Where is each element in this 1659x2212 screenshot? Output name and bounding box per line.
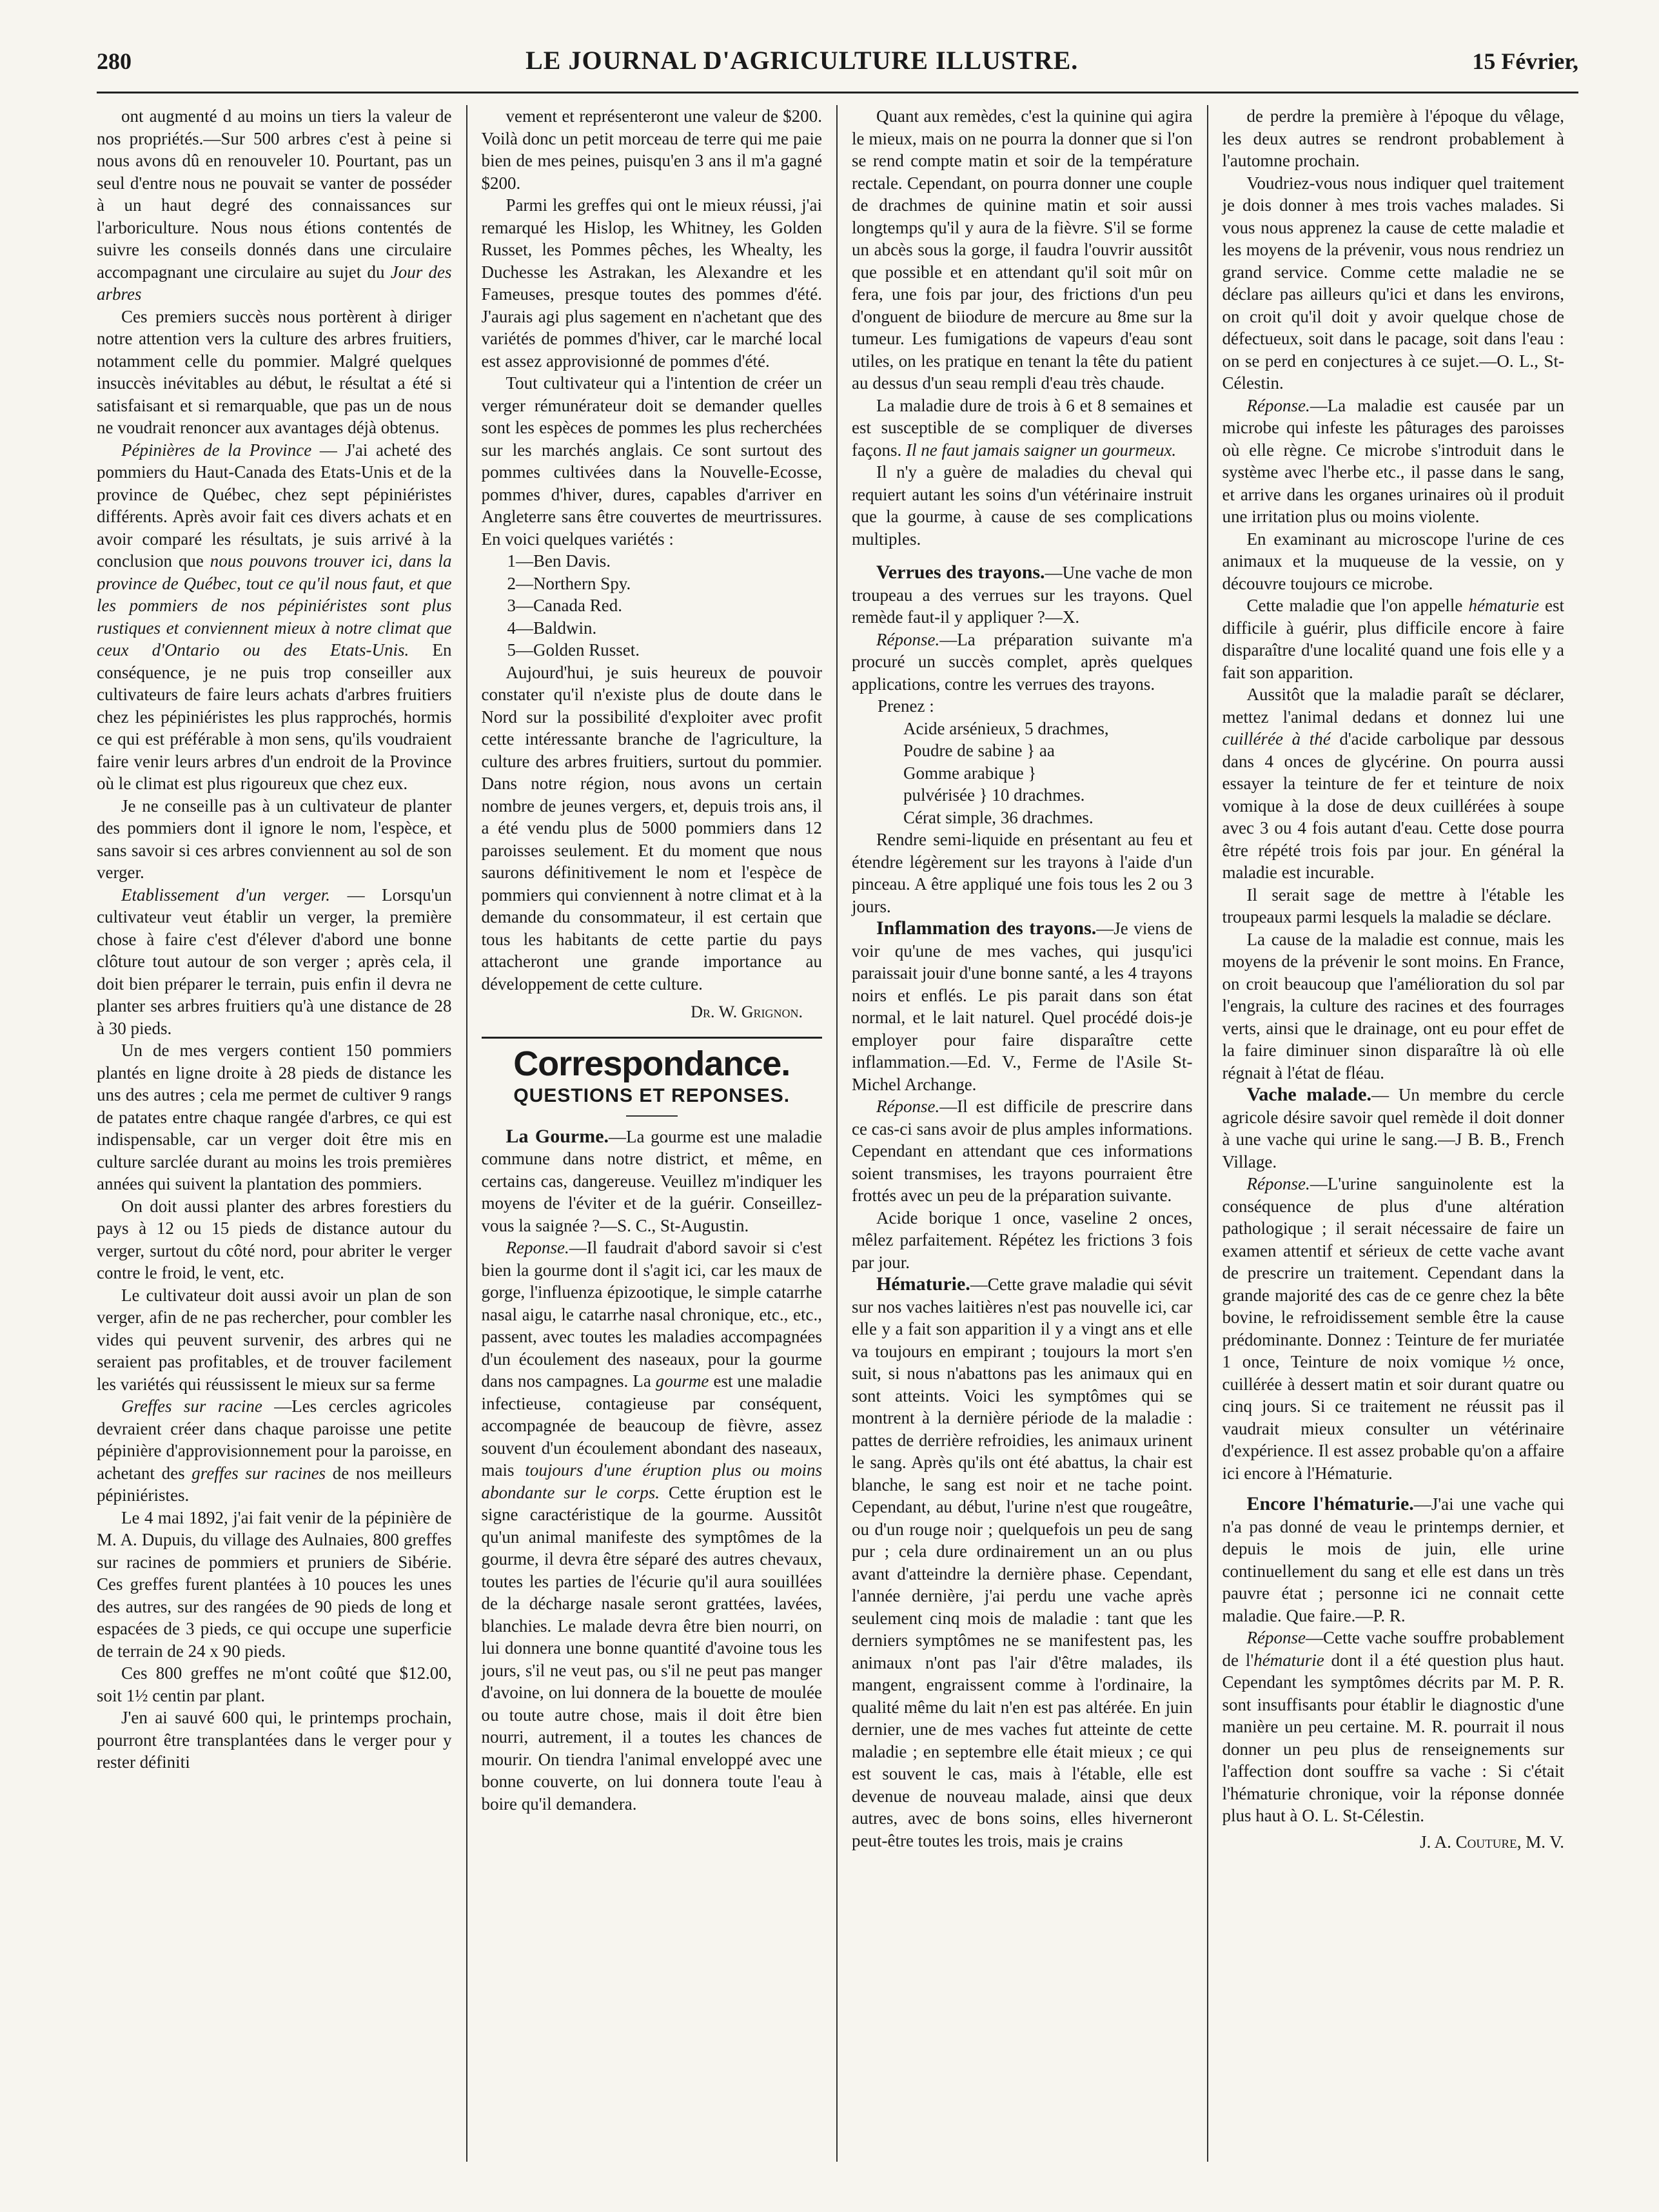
recipe-line: pulvérisée } 10 drachmes. <box>903 785 1085 805</box>
paragraph: Aussitôt que la maladie paraît se déclarer, mettez l'animal dedans et donnez lui une cuillérée à thé d'acide carbolique par dessous dans 4 onces de glycérine. On pourra aussi essayer la teinture de fer et teinture de noix vomique à la dose de deux cuillérées à soupe avec 3 ou 4 fois autant d'eau. Cette dose pourra être répété trois fois par jour. En général la maladie est incurable. <box>1222 685 1565 882</box>
paragraph: Pépinières de la Province — J'ai acheté des pommiers du Haut-Canada des Etats-Unis et de la province de Québec, chez sept pépiniéristes différents. Après avoir fait ces divers achats et en avoir comparé les résultats, je suis arrivé à la conclusion que nous pouvons trouver ici, dans la province de Québec, tout ce qu'il nous faut, et que les pommiers de nos pépiniéristes sont plus rustiques et conviennent mieux à notre climat que ceux d'Ontario ou des Etats-Unis. En conséquence, je ne puis trop conseiller aux cultivateurs de faire leurs achats d'arbres fruitiers chez les pépiniéristes les plus rapprochés, hormis ce qui est préférable à mon sens, qu'ils voudraient faire venir leurs arbres d'un endroit de la Province où le climat est plus rigoureux que chez eux. <box>97 440 452 793</box>
answer: Reponse.—Il faudrait d'abord savoir si c'est bien la gourme dont il s'agit ici, car les maux de gorge, l'influenza épizootique, le simple catarrhe nasal aigu, le catarrhe nasal chronique, etc., etc., passent, avec toutes les maladies accompagnées d'un écoulement des naseaux, pour la gourme dans nos campagnes. La gourme est une maladie infectieuse, contagieuse par conséquent, accompagnée de beaucoup de fièvre, assez souvent d'un écoulement abondant des naseaux, mais toujours d'une éruption plus ou moins abondante sur le corps. Cette éruption est le signe caractéristique de la gourme. Aussitôt qu'un animal manifeste des symptômes de la gourme, il devra être séparé des autres chevaux, toutes les parties de l'écurie qu'il aura souillées de la décharge nasale seront grattées, lavées, blanchies. Le malade devra être bien nourri, on lui donnera une bonne quantité d'avoine tous les jours, s'il ne veut pas, ou s'il ne peut pas manger d'avoine, on lui donnera de la bouette de moulée ou toute autre chose, mais il doit être bien nourri, autrement, il a toutes les chances de mourir. On tiendra l'animal enveloppé avec une bonne couverte, on lui donnera toute l'eau à boire qu'il demandera. <box>481 1238 823 1814</box>
paragraph: Rendre semi-liquide en présentant au feu et étendre légèrement sur les trayons à l'aide d'un pinceau. A être appliqué une fois tous les 2 ou 3 jours. <box>852 830 1193 916</box>
section-divider <box>482 1037 823 1039</box>
column-4 <box>1208 105 1579 2162</box>
answer: Réponse.—Il est difficile de prescrire dans ce cas-ci sans avoir de plus amples informations. Cependant en attendant que ces informations soient transmises, les trayons pourraient être frottés avec un peu de la préparation suivante. <box>852 1097 1193 1205</box>
paragraph: Etablissement d'un verger. — Lorsqu'un cultivateur veut établir un verger, la première chose à faire c'est d'élever d'abord une bonne clôture tout autour de son verger ; après cela, il doit bien préparer le terrain, puis enfin il devra ne planter ses arbres fruitiers qu'à une distance de 28 à 30 pieds. <box>97 885 452 1038</box>
answer: Réponse.—L'urine sanguinolente est la conséquence de plus d'une altération pathologique ; il serait nécessaire de faire un examen attentif et sérieux de cette vache avant de prescrire un traitement. Cependant dans la grande majorité des cas de ce genre chez la bête bovine, le refroidissement semble être la cause prédominante. Donnez : Teinture de fer muriatée 1 once, Teinture de noix vomique ½ once, cuillérée à dessert matin et soir durant quatre ou cinq jours. Si ce traitement ne réussit pas il vaudrait mieux consulter un vétérinaire d'expérience. Il est assez probable qu'on a affaire ici encore à l'Hématurie. <box>1222 1174 1564 1483</box>
variety-list <box>482 550 823 661</box>
paragraph: On doit aussi planter des arbres forestiers du pays à 12 ou 15 pieds de distance autour du verger, surtout du côté nord, pour abriter le verger contre le froid, le vent, etc. <box>97 1196 452 1282</box>
paragraph: de perdre la première à l'époque du vêlage, les deux autres se rendront probablement à l'automne prochain. <box>1222 106 1564 170</box>
paragraph: Un de mes vergers contient 150 pommiers plantés en ligne droite à 28 pieds de distance les uns des autres ; cela me permet de cultiver 9 rangs de patates entre chaque rangée d'arbres, ce qui est indispensable, car un verger doit être mis en culture sarclée durant au moins les trois premières années qui suivent la plantation des pommiers. <box>97 1041 452 1193</box>
question: Verrues des trayons.—Une vache de mon troupeau a des verrues sur les trayons. Quel remède faut-il y appliquer ?—X. <box>852 562 1193 627</box>
column-3 <box>838 105 1208 2162</box>
author-signature: J. A. Couture, M. V. <box>1420 1832 1564 1852</box>
short-rule <box>626 1115 678 1117</box>
column-2 <box>467 105 838 2162</box>
paragraph: La cause de la maladie est connue, mais les moyens de la prévenir le sont moins. En France, on croit beaucoup que l'amélioration du sol par l'engrais, la culture des racines et des fourrages verts, ainsi que le drainage, ont eu pour effet de la faire diminuer sinon disparaître là où elle régnait à l'état de fléau. <box>1222 929 1564 1082</box>
question: Encore l'hématurie.—J'ai une vache qui n'a pas donné de veau le printemps dernier, et depuis le mois de juin, elle urine continuellement du sang et elle est dans un très pauvre état ; personne ici ne connait cette maladie. Que faire.—P. R. <box>1222 1493 1565 1625</box>
question: Inflammation des trayons.—Je viens de voir qu'une de mes vaches, qui jusqu'ici paraissait jouir d'une bonne santé, a les 4 trayons noirs et enflés. Le pis parait dans son état normal, et le lait naturel. Quel procédé dois-je employer pour faire disparaître cette inflammation.—Ed. V., Ferme de l'Asile St-Michel Archange. <box>852 917 1193 1094</box>
paragraph: vement et représenteront une valeur de $200. Voilà donc un petit morceau de terre qui me paie bien de mes peines, puisqu'en 3 ans il m'a gagné $200. <box>481 106 822 193</box>
paragraph: Greffes sur racine —Les cercles agricoles devraient créer dans chaque paroisse une petite pépinière d'approvisionnement pour la paroisse, en achetant des greffes sur racines de nos meilleurs pépiniéristes. <box>97 1396 452 1505</box>
page-number: 280 <box>97 48 132 74</box>
section-subtitle: QUESTIONS ET REPONSES. <box>513 1085 790 1106</box>
paragraph: En examinant au microscope l'urine de ces animaux et la muqueuse de la vessie, on y découvre toujours ce microbe. <box>1222 529 1564 593</box>
list-item: 5—Golden Russet. <box>507 640 640 660</box>
paragraph: Cette maladie que l'on appelle hématurie est difficile à guérir, plus difficile encore à faire disparaître d'une localité quand une fois elle y a fait son apparition. <box>1222 596 1564 682</box>
paragraph: Ces premiers succès nous portèrent à diriger notre attention vers la culture des arbres fruitiers, notamment celle du pommier. Malgré quelques insuccès inévitables au début, le résultat a été si satisfaisant et si remarquable, que pas un de nous ne voudrait renoncer aux avantages déjà obtenus. <box>97 306 452 437</box>
answer: Réponse—Cette vache souffre probablement de l'hématurie dont il a été question plus haut. Cependant les symptômes décrits par M. P. R. sont insuffisants pour établir le diagnostic d'une manière un peu certaine. M. R. pourrait il nous donner un peu plus de renseignements sur l'affection dont souffre sa vache : Si c'était l'hématurie chronique, voir la réponse donnée plus haut à O. L. St-Célestin. <box>1222 1628 1565 1825</box>
recipe-line: Gomme arabique } <box>903 763 1037 783</box>
paragraph: Acide borique 1 once, vaseline 2 onces, mêlez parfaitement. Répétez les frictions 3 fois par jour. <box>852 1208 1193 1272</box>
recipe <box>852 695 1193 828</box>
paragraph: Quant aux remèdes, c'est la quinine qui agira le mieux, mais on ne pourra la donner que si l'on se rend compte matin et soir de la température rectale. Cependant, on pourra donner une couple de drachmes de quinine matin et soir aussi longtemps qu'il y aura de la fièvre. S'il se forme un abcès sous la gorge, il faudra l'ouvrir aussitôt que possible et en attendant qu'il soit mûr on fera, une fois par jour, des frictions d'un peu d'onguent de biiodure de mercure au 8me sur la tumeur. Les fumigations de vapeurs d'eau sont utiles, on les pratique en tenant la tête du patient au dessus d'un seau rempli d'eau très chaude. <box>852 106 1193 393</box>
paragraph: ont augmenté d au moins un tiers la valeur de nos propriétés.—Sur 500 arbres c'est à peine si nous avons dû en renouveler 10. Pourtant, pas un seul d'entre nous ne pouvait se vanter de posséder à un haut degré des connaissances sur l'arboriculture. Nous nous étions contentés de suivre les conseils donnés dans une circulaire accompagnant une circulaire au sujet du Jour des arbres <box>97 106 452 304</box>
answer: Réponse.—La maladie est causée par un microbe qui infeste les pâturages des paroisses où elle règne. Ce microbe s'introduit dans le système avec l'herbe etc., il passe dans le sang, et arrive dans les organes urinaires où il produit une irritation plus ou moins violente. <box>1222 395 1564 526</box>
answer: Réponse.—La préparation suivante m'a procuré un succès complet, après quelques applications, contre les verrues des trayons. <box>852 629 1193 694</box>
paragraph: Le 4 mai 1892, j'ai fait venir de la pépinière de M. A. Dupuis, du village des Aulnaies, 800 greffes sur racines de pommiers et pruniers de Sibérie. Ces greffes furent plantées à 10 pouces les unes des autres, sur des rangées de 90 pieds de long et espacées de 3 pieds, ce qui occupe une superficie de terrain de 24 x 90 pieds. <box>97 1507 452 1661</box>
recipe-line: Cérat simple, 36 drachmes. <box>903 807 1094 827</box>
author-signature: Dr. W. Grignon. <box>691 1003 803 1021</box>
question: Hématurie.—Cette grave maladie qui sévit sur nos vaches laitières n'est pas nouvelle ici, car elle y a fait son apparition il y a vingt ans et elle va toujours en empirant ; toujours la mort s'en suit, si nous n'abattons pas les animaux qui en sont atteints. Voici les symptômes qui se montrent à la dernière période de la maladie : pattes de derrière refroidies, les animaux urinent le sang. Après qu'ils ont été abattus, la chair est blanche, le sang est noir et ne tache point. Cependant, au début, l'urine n'est que rougeâtre, ou d'un rouge noir ; quelquefois un peu de sang pur ; cela dure ordinairement un an ou plus avant d'atteindre la dernière phase. Cependant, l'année dernière, j'ai perdu une vache après seulement cinq mois de maladie : tant que les derniers symptômes ne se manifestent pas, les animaux n'ont pas l'air d'être malades, ils mangent, engraissent comme à l'ordinaire, la qualité même du lait n'en est pas altérée. En juin dernier, une de mes vaches fut atteinte de cette maladie ; en septembre elle était mieux ; ce qui est souvent le cas, mais à l'étable, elle est devenue de nouveau malade, ainsi que deux autres, avec de bons soins, elles hiverneront peut-être toutes les trois, mais je crains <box>852 1273 1193 1850</box>
article-columns <box>97 105 1578 2162</box>
paragraph: Ces 800 greffes ne m'ont coûté que $12.00, soit 1½ centin par plant. <box>97 1663 452 1705</box>
paragraph: Il serait sage de mettre à l'étable les troupeaux parmi lesquels la maladie se déclare. <box>1222 885 1564 926</box>
paragraph: Parmi les greffes qui ont le mieux réussi, j'ai remarqué les Hislop, les Whitney, les Golden Russet, les Pommes pêches, les Whealty, les Duchesse les Astrakan, les Alexandre et les Fameuses, presque toutes des pommes d'été. J'aurais agi plus sagement en n'achetant que des variétés de pommes d'hiver, car le marché local est assez approvisionné de pommes d'été. <box>481 195 822 371</box>
list-item: 4—Baldwin. <box>507 618 597 638</box>
paragraph: Je ne conseille pas à un cultivateur de planter des pommiers dont il ignore le nom, l'espèce, et sans savoir si ces arbres conviennent au sol de son verger. <box>97 796 452 882</box>
question: Vache malade.— Un membre du cercle agricole désire savoir quel remède il doit donner à une vache qui urine le sang.—J B. B., French Village. <box>1222 1084 1564 1171</box>
paragraph: Aujourd'hui, je suis heureux de pouvoir constater qu'il n'existe plus de doute dans le Nord sur la possibilité d'exploiter avec profit cette intéressante branche de l'agriculture, la culture des arbres fruitiers, surtout du pommier. Dans notre région, nous avons un certain nombre de jeunes vergers, et, depuis trois ans, il a été vendu plus de 5000 pommiers dans 12 paroisses seulement. Et du moment que nous saurons définitivement le nom et l'espèce de pommiers qui conviennent à notre climat et à la demande du consommateur, il est certain que tous les habitants de cette partie du pays attacheront une grande importance au développement de cette culture. <box>481 662 822 993</box>
header-rule <box>97 92 1578 93</box>
list-item: 3—Canada Red. <box>507 596 622 615</box>
list-item: 1—Ben Davis. <box>507 551 611 571</box>
paragraph: La maladie dure de trois à 6 et 8 semaines et est susceptible de se compliquer de diverses façons. Il ne faut jamais saigner un gourmeux. <box>852 395 1193 460</box>
section-title: Correspondance. <box>513 1044 790 1083</box>
paragraph: Voudriez-vous nous indiquer quel traitement je dois donner à mes trois vaches malades. Si vous nous apprenez la cause de cette maladie et les moyens de la prévenir, vous nous rendriez un grand service. Comme cette maladie ne se déclare pas ailleurs qu'ici et dans les environs, on croit qu'il doit y avoir quelque chose de défectueux, soit dans le pacage, soit dans l'eau : on se perd en conjectures à ce sujet.—O. L., St-Célestin. <box>1222 173 1564 393</box>
page-header <box>97 45 1578 84</box>
issue-date: 15 Février, <box>1472 48 1578 74</box>
paragraph: Tout cultivateur qui a l'intention de créer un verger rémunérateur doit se demander quelles sont les espèces de pommes les plus recherchées sur les marchés anglais. Ce sont surtout des pommes cultivées dans la Nouvelle-Ecosse, pommes d'hiver, dures, capables d'arriver en Angleterre sans être couvertes de meurtrissures. En voici quelques variétés : <box>481 373 822 549</box>
column-1 <box>97 105 467 2162</box>
journal-title: LE JOURNAL D'AGRICULTURE ILLUSTRE. <box>525 46 1079 75</box>
list-item: 2—Northern Spy. <box>507 573 631 593</box>
recipe-line: Acide arsénieux, 5 drachmes, <box>903 718 1109 738</box>
paragraph: J'en ai sauvé 600 qui, le printemps prochain, pourront être transplantées dans le verger pour y rester définiti <box>97 1708 452 1772</box>
question: La Gourme.—La gourme est une maladie commune dans notre district, et même, en certains cas, dangereuse. Veuillez m'indiquer les moyens de l'éviter et de la guérir. Conseillez-vous la saignée ?—S. C., St-Augustin. <box>481 1125 822 1235</box>
paragraph: Il n'y a guère de maladies du cheval qui requiert autant les soins d'un vétérinaire instruit que la gourme, à cause de ses complications multiples. <box>852 462 1193 549</box>
recipe-line: Poudre de sabine } aa <box>903 741 1055 760</box>
paragraph: Le cultivateur doit aussi avoir un plan de son verger, afin de ne pas rechercher, pour combler les vides qui peuvent survenir, des arbres qui ne seraient pas profitables, et de trouver facilement les variétés qui réussissent le mieux sur sa ferme <box>97 1285 452 1394</box>
recipe-line: Prenez : <box>878 696 934 716</box>
